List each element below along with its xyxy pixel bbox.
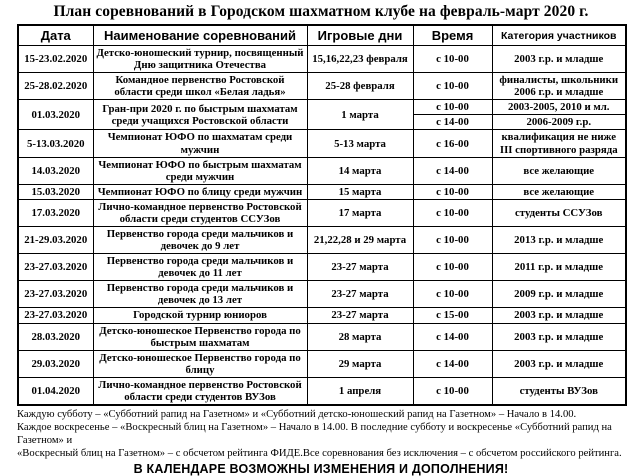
- cell-time: с 10-00: [413, 100, 492, 115]
- cell-category: 2011 г.р. и младше: [492, 254, 626, 281]
- cell-game-days: 28 марта: [307, 323, 413, 350]
- cell-game-days: 15 марта: [307, 184, 413, 199]
- cell-competition-name: Лично-командное первенство Ростовской области среди студентов ВУЗов: [93, 377, 307, 405]
- cell-category: 2003 г.р. и младше: [492, 308, 626, 323]
- cell-game-days: 23-27 марта: [307, 308, 413, 323]
- cell-competition-name: Командное первенство Ростовской области среди школ «Белая ладья»: [93, 73, 307, 100]
- cell-category: 2006-2009 г.р.: [492, 115, 626, 130]
- cell-date: 23-27.03.2020: [18, 308, 93, 323]
- cell-competition-name: Детско-юношеское Первенство города по блицу: [93, 350, 307, 377]
- cell-competition-name: Первенство города среди мальчиков и девочек до 11 лет: [93, 254, 307, 281]
- schedule-table: [17, 24, 627, 406]
- cell-date: 29.03.2020: [18, 350, 93, 377]
- cell-time: с 14-00: [413, 323, 492, 350]
- cell-competition-name: Первенство города среди мальчиков и девочек до 9 лет: [93, 227, 307, 254]
- cell-date: 14.03.2020: [18, 157, 93, 184]
- column-header-date: Дата: [18, 25, 93, 46]
- cell-date: 21-29.03.2020: [18, 227, 93, 254]
- column-header-name: Наименование соревнований: [93, 25, 307, 46]
- cell-date: 01.03.2020: [18, 100, 93, 130]
- footer-notice: В КАЛЕНДАРЕ ВОЗМОЖНЫ ИЗМЕНЕНИЯ И ДОПОЛНЕНИЯ!: [133, 462, 509, 476]
- table-row: [18, 308, 626, 323]
- table-row: [18, 130, 626, 157]
- cell-competition-name: Чемпионат ЮФО по быстрым шахматам среди мужчин: [93, 157, 307, 184]
- table-row: [18, 323, 626, 350]
- cell-competition-name: Детско-юношеский турнир, посвященный Дню защитника Отечества: [93, 46, 307, 73]
- cell-competition-name: Лично-командное первенство Ростовской области среди студентов ССУЗов: [93, 199, 307, 226]
- cell-game-days: 14 марта: [307, 157, 413, 184]
- column-header-time: Время: [413, 25, 492, 46]
- table-row: [18, 350, 626, 377]
- cell-date: 17.03.2020: [18, 199, 93, 226]
- cell-time: с 14-00: [413, 350, 492, 377]
- cell-category: финалисты, школьники 2006 г.р. и младше: [492, 73, 626, 100]
- cell-date: 23-27.03.2020: [18, 254, 93, 281]
- cell-competition-name: Городской турнир юниоров: [93, 308, 307, 323]
- footer-note-line: Каждую субботу – «Субботний рапид на Газетном» и «Субботний детско-юношеский рапид на Газетном» – Начало в 14.00.: [17, 409, 577, 421]
- cell-time: с 10-00: [413, 254, 492, 281]
- cell-competition-name: Гран-при 2020 г. по быстрым шахматам среди учащихся Ростовской области: [93, 100, 307, 130]
- cell-time: с 10-00: [413, 184, 492, 199]
- cell-time: с 16-00: [413, 130, 492, 157]
- table-row: [18, 227, 626, 254]
- table-row: [18, 184, 626, 199]
- cell-game-days: 25-28 февраля: [307, 73, 413, 100]
- cell-competition-name: Чемпионат ЮФО по шахматам среди мужчин: [93, 130, 307, 157]
- page-title: План соревнований в Городском шахматном клубе на февраль-март 2020 г.: [53, 3, 589, 20]
- cell-game-days: 21,22,28 и 29 марта: [307, 227, 413, 254]
- table-row: [18, 281, 626, 308]
- footer-note-line: «Воскресный блиц на Газетном» – с обсчетом рейтинга ФИДЕ.Все соревнования без исключения – с обсчетом российского рейтинга.: [17, 448, 622, 460]
- cell-time: с 10-00: [413, 46, 492, 73]
- cell-category: 2003 г.р. и младше: [492, 323, 626, 350]
- cell-date: 15.03.2020: [18, 184, 93, 199]
- column-header-category: Категория участников: [492, 25, 626, 46]
- cell-game-days: 23-27 марта: [307, 281, 413, 308]
- cell-category: студенты ВУЗов: [492, 377, 626, 405]
- cell-time: с 10-00: [413, 73, 492, 100]
- cell-time: с 15-00: [413, 308, 492, 323]
- table-row: [18, 377, 626, 405]
- table-row: [18, 254, 626, 281]
- cell-category: 2013 г.р. и младше: [492, 227, 626, 254]
- cell-date: 28.03.2020: [18, 323, 93, 350]
- cell-category: все желающие: [492, 184, 626, 199]
- footer-notes: [17, 408, 625, 476]
- cell-competition-name: Чемпионат ЮФО по блицу среди мужчин: [93, 184, 307, 199]
- cell-category: 2009 г.р. и младше: [492, 281, 626, 308]
- cell-game-days: 1 апреля: [307, 377, 413, 405]
- cell-date: 5-13.03.2020: [18, 130, 93, 157]
- cell-time: с 10-00: [413, 199, 492, 226]
- table-row: [18, 199, 626, 226]
- table-row: [18, 73, 626, 100]
- table-header-row: [18, 25, 626, 46]
- cell-game-days: 1 марта: [307, 100, 413, 130]
- schedule-table-body: [18, 46, 626, 406]
- cell-game-days: 15,16,22,23 февраля: [307, 46, 413, 73]
- cell-competition-name: Детско-юношеское Первенство города по быстрым шахматам: [93, 323, 307, 350]
- cell-game-days: 17 марта: [307, 199, 413, 226]
- cell-date: 23-27.03.2020: [18, 281, 93, 308]
- cell-game-days: 5-13 марта: [307, 130, 413, 157]
- table-row: [18, 157, 626, 184]
- cell-competition-name: Первенство города среди мальчиков и девочек до 13 лет: [93, 281, 307, 308]
- cell-category: 2003-2005, 2010 и мл.: [492, 100, 626, 115]
- cell-category: все желающие: [492, 157, 626, 184]
- cell-date: 01.04.2020: [18, 377, 93, 405]
- cell-time: с 10-00: [413, 377, 492, 405]
- cell-time: с 10-00: [413, 281, 492, 308]
- column-header-days: Игровые дни: [307, 25, 413, 46]
- cell-category: квалификация не ниже III спортивного разряда: [492, 130, 626, 157]
- cell-date: 25-28.02.2020: [18, 73, 93, 100]
- cell-time: с 14-00: [413, 115, 492, 130]
- table-row: [18, 100, 626, 115]
- table-row: [18, 46, 626, 73]
- cell-category: 2003 г.р. и младше: [492, 350, 626, 377]
- cell-game-days: 23-27 марта: [307, 254, 413, 281]
- cell-category: студенты ССУЗов: [492, 199, 626, 226]
- cell-time: с 10-00: [413, 227, 492, 254]
- cell-game-days: 29 марта: [307, 350, 413, 377]
- cell-category: 2003 г.р. и младше: [492, 46, 626, 73]
- cell-date: 15-23.02.2020: [18, 46, 93, 73]
- footer-note-line: Каждое воскресенье – «Воскресный блиц на Газетном» – Начало в 14.00. В последние субботу и воскресенье «Субботний рапид на Газетном» и: [17, 422, 612, 447]
- cell-time: с 14-00: [413, 157, 492, 184]
